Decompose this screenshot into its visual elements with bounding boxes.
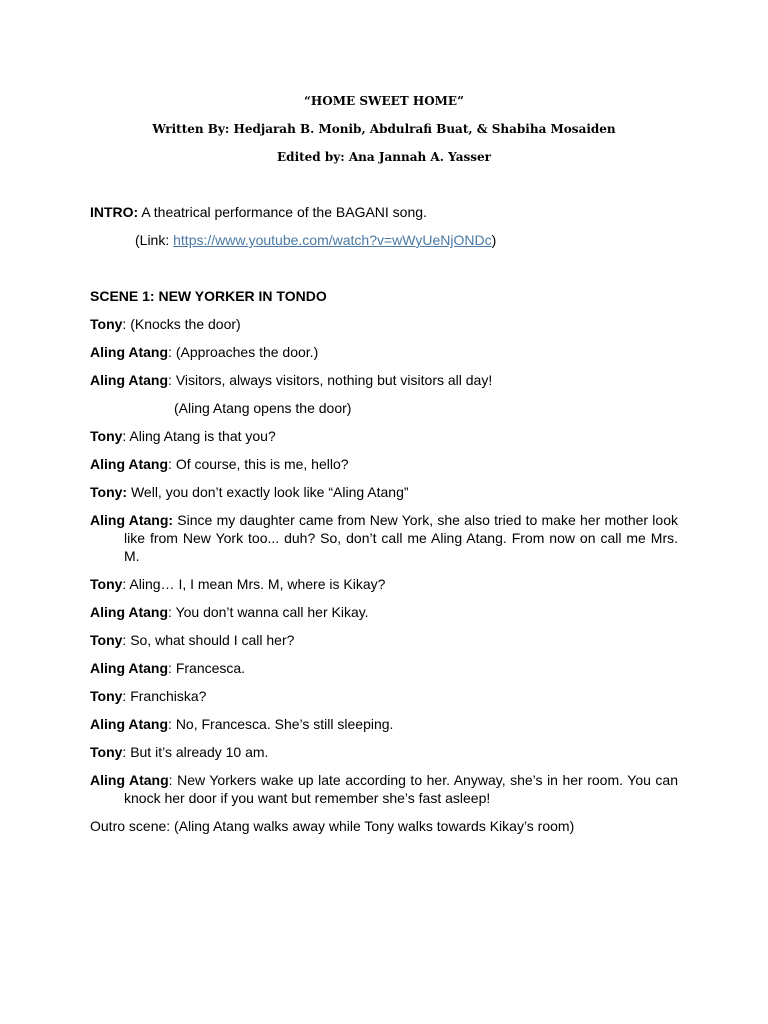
scene-heading: SCENE 1: NEW YORKER IN TONDO bbox=[90, 288, 327, 304]
speaker-separator: : bbox=[122, 688, 131, 704]
dialogue-text: Franchiska? bbox=[130, 688, 207, 704]
dialogue-line bbox=[90, 343, 678, 361]
dialogue-text: (Approaches the door.) bbox=[175, 344, 319, 360]
speaker-separator: : bbox=[122, 316, 131, 332]
dialogue-text: (Knocks the door) bbox=[130, 316, 241, 332]
speaker-separator: : bbox=[168, 660, 176, 676]
outro-line: Outro scene: (Aling Atang walks away while Tony walks towards Kikay’s room) bbox=[90, 818, 575, 834]
speaker-name: Aling Atang bbox=[90, 344, 169, 360]
intro-paragraph bbox=[90, 203, 678, 221]
dialogue-line bbox=[90, 483, 678, 501]
speaker-name: Tony bbox=[90, 632, 123, 648]
dialogue-line bbox=[90, 659, 678, 677]
speaker-separator: : bbox=[168, 456, 176, 472]
dialogue-line bbox=[90, 771, 678, 807]
dialogue-line bbox=[90, 315, 678, 333]
speaker-separator: : bbox=[122, 632, 131, 648]
speaker-name: Tony bbox=[90, 744, 123, 760]
dialogue-line bbox=[90, 575, 678, 593]
dialogue-text: So, what should I call her? bbox=[130, 632, 295, 648]
title-block bbox=[0, 92, 768, 176]
dialogue-line bbox=[90, 371, 678, 389]
intro-text: A theatrical performance of the BAGANI song. bbox=[138, 204, 427, 220]
dialogue-text: You don’t wanna call her Kikay. bbox=[175, 604, 369, 620]
speaker-name: Aling Atang bbox=[90, 772, 169, 788]
script-title: “HOME SWEET HOME” bbox=[304, 94, 464, 108]
dialogue-line bbox=[90, 743, 678, 761]
youtube-link[interactable]: https://www.youtube.com/watch?v=wWyUeNjONDc bbox=[173, 232, 492, 248]
speaker-separator: : bbox=[168, 772, 178, 788]
speaker-name: Aling Atang: bbox=[90, 512, 174, 528]
speaker-name: Aling Atang bbox=[90, 660, 169, 676]
dialogue-line bbox=[90, 687, 678, 705]
dialogue-line bbox=[90, 603, 678, 621]
written-by-credit: Written By: Hedjarah B. Monib, Abdulrafi Buat, & Shabiha Mosaiden bbox=[152, 122, 616, 136]
dialogue-text: Well, you don’t exactly look like “Aling Atang” bbox=[130, 484, 409, 500]
speaker-name: Aling Atang bbox=[90, 372, 169, 388]
speaker-separator: : bbox=[168, 372, 176, 388]
dialogue-line bbox=[90, 427, 678, 445]
speaker-name: Tony: bbox=[90, 484, 128, 500]
speaker-separator: : bbox=[122, 428, 130, 444]
speaker-name: Tony bbox=[90, 316, 123, 332]
dialogue-text: Visitors, always visitors, nothing but visitors all day! bbox=[175, 372, 493, 388]
intro-link-paragraph bbox=[90, 231, 678, 249]
speaker-separator: : bbox=[122, 576, 130, 592]
speaker-separator: : bbox=[168, 716, 176, 732]
speaker-separator: : bbox=[122, 744, 131, 760]
script-body bbox=[90, 203, 678, 845]
speaker-separator: : bbox=[168, 604, 176, 620]
speaker-name: Tony bbox=[90, 576, 123, 592]
dialogue-line bbox=[90, 511, 678, 565]
speaker-name: Tony bbox=[90, 428, 123, 444]
dialogue-line bbox=[90, 631, 678, 649]
speaker-name: Aling Atang bbox=[90, 604, 169, 620]
section-spacer bbox=[90, 259, 678, 287]
dialogue-text: But it’s already 10 am. bbox=[130, 744, 269, 760]
speaker-name: Aling Atang bbox=[90, 456, 169, 472]
speaker-name: Tony bbox=[90, 688, 123, 704]
link-suffix: ) bbox=[491, 232, 497, 248]
dialogue-text: Aling Atang is that you? bbox=[129, 428, 276, 444]
dialogue-text: New Yorkers wake up late according to her. Anyway, she’s in her room. You can knock her door if you want but remember she’s fast asleep! bbox=[124, 772, 679, 806]
speaker-separator: : bbox=[168, 344, 176, 360]
intro-label: INTRO: bbox=[90, 204, 139, 220]
edited-by-credit: Edited by: Ana Jannah A. Yasser bbox=[277, 150, 491, 164]
dialogue-text: Francesca. bbox=[175, 660, 246, 676]
stage-direction: (Aling Atang opens the door) bbox=[174, 400, 352, 416]
dialogue-text: Since my daughter came from New York, she also tried to make her mother look like from New York too... duh? So, don’t call me Aling Atang. From now on call me Mrs. M. bbox=[124, 512, 678, 564]
link-prefix: (Link: bbox=[135, 232, 174, 248]
dialogue-text: Of course, this is me, hello? bbox=[175, 456, 349, 472]
dialogue-line bbox=[90, 715, 678, 733]
speaker-name: Aling Atang bbox=[90, 716, 169, 732]
dialogue-text: Aling… I, I mean Mrs. M, where is Kikay? bbox=[129, 576, 386, 592]
dialogue-line bbox=[90, 455, 678, 473]
dialogue-text: No, Francesca. She’s still sleeping. bbox=[175, 716, 394, 732]
